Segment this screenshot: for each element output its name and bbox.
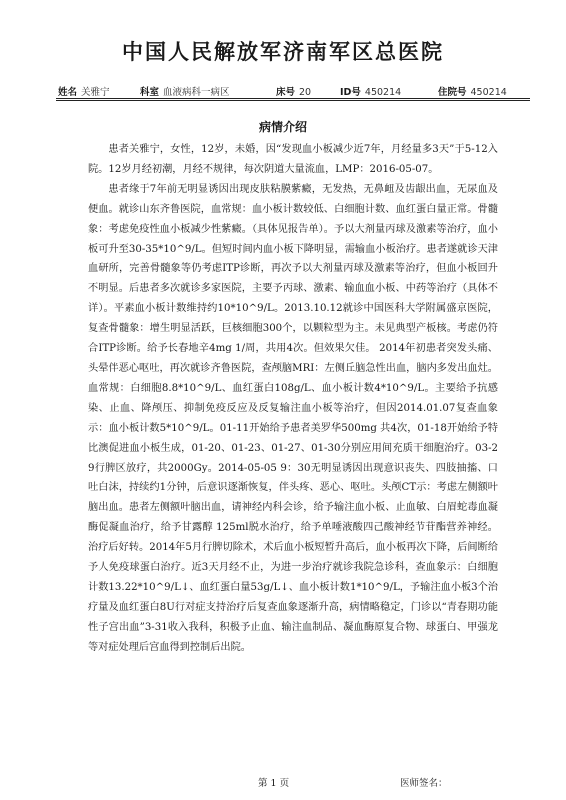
admission-number-value: 450214 (470, 87, 507, 98)
case-description (88, 140, 498, 658)
bed-number-field (276, 84, 311, 98)
department-field (140, 84, 230, 98)
patient-name-label: 姓名 (58, 87, 78, 98)
id-number-field (340, 84, 401, 98)
department-label: 科室 (140, 87, 160, 98)
header-divider-bottom (56, 100, 530, 101)
header-divider-top (56, 98, 530, 99)
id-number-label: ID号 (340, 87, 361, 98)
bed-number-value: 20 (299, 87, 312, 98)
department-value: 血液病科一病区 (163, 87, 230, 98)
section-title: 病情介绍 (258, 120, 307, 134)
id-number-value: 450214 (364, 87, 402, 98)
page-number: 第 1 页 (258, 778, 290, 789)
admission-number-field (438, 84, 507, 98)
admission-number-label: 住院号 (438, 87, 467, 98)
paragraph-intro: 患者关雅宁，女性，12岁，未婚，因“发现血小板减少近7年，月经量多3天”于5-12入院。12岁月经初潮，月经不规律，每次阴道大量流血，LMP：2016-05-07。 (88, 144, 498, 175)
paragraph-history: 患者缘于7年前无明显诱因出现皮肤粘膜紫癜，无发热，无鼻衄及齿龈出血，无尿血及便血。就诊山东齐鲁医院，血常规：血小板计数较低、白细胞计数、血红蛋白量正常。骨髓象：考虑免疫性血小板减少性紫癜。（具体见报告单）。予以大剂量丙球及激素等治疗，血小板可升至30-35*10^9/L。但短时间内血小板下降明显，需输血小板治疗。患者遂就诊天津血研所，完善骨髓象等仍考虑ITP诊断，再次予以大剂量丙球及激素等治疗，但血小板回升不明显。后患者多次就诊多家医院，主要予丙球、激素、输血血小板、中药等治疗（具体不详）。平素血小板计数维持约10*10^9/L。2013.10.12就诊中国医科大学附属盛京医院，复查骨髓象：增生明显活跃，巨核细胞300个，以颗粒型为主。未见典型产板核。考虑仍符合ITP诊断。给予长春地辛4mg 1/周，共用4次。但效果欠佳。 2014年初患者突发头痛、头晕伴恶心呕吐，再次就诊齐鲁医院，查颅脑MRI：左侧丘脑急性出血，脑内多发出血灶。血常规：白细胞8.8*10^9/L、血红蛋白108g/L、血小板计数4*10^9/L。主要给予抗感染、止血、降颅压、抑制免疫反应及反复输注血小板等治疗，但因2014.01.07复查血象示：血小板计数5*10^9/L。01-11开始给予患者美罗华500mg 共4次，01-18开始给予特比澳促进血小板生成，01-20、01-23、01-27、01-30分别应用间充质干细胞治疗。03-29行脾区放疗，共2000Gy。2014-05-05 9：30无明显诱因出现意识丧失、四肢抽搐、口吐白沫，持续约1分钟，后意识逐渐恢复，伴头疼、恶心、呕吐。头颅CT示：考虑左侧额叶脑出血。患者左侧额叶脑出血，请神经内科会诊，给予输注血小板、止血敏、白眉蛇毒血凝酶促凝血治疗，给予甘露醇 125ml脱水治疗，给予单唾液酸四己酸神经节苷酯营养神经。治疗后好转。2014年5月行脾切除术，术后血小板短暂升高后，血小板再次下降，后间断给予人免疫球蛋白治疗。近3天月经不止，为进一步治疗就诊我院急诊科，查血象示：白细胞计数13.22*10^9/L↓、血红蛋白量53g/L↓、血小板计数1*10^9/L，予输注血小板3个治疗量及血红蛋白8U行对症支持治疗后复查血象逐渐升高，病情略稳定，门诊以“青春期功能性子宫出血”3-31收入我科，积极予止血、输注血制品、凝血酶原复合物、球蛋白、甲强龙等对症处理后宫血得到控制后出院。 (88, 183, 498, 653)
patient-name-field (58, 84, 110, 98)
bed-number-label: 床号 (276, 87, 296, 98)
physician-signature-label: 医师签名： (400, 778, 448, 789)
hospital-title: 中国人民解放军济南军区总医院 (122, 40, 444, 64)
patient-name-value: 关雅宁 (81, 87, 110, 98)
